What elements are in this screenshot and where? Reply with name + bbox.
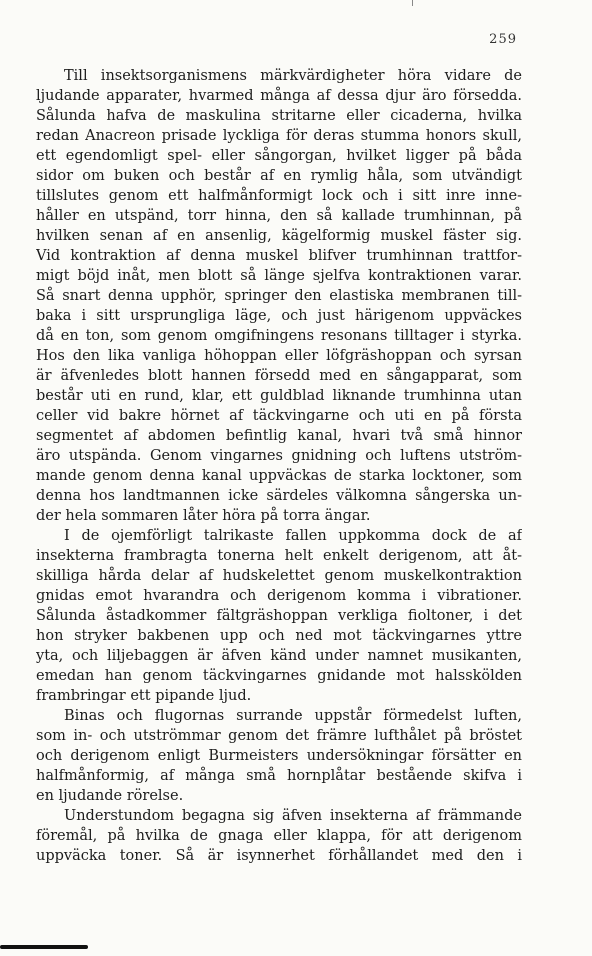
text-line: redan Anacreon prisade lyckliga för deras stumma honors skull, — [36, 128, 522, 144]
text-line: hvilken senan af en ansenlig, kägelformig muskel fäster sig. — [36, 228, 522, 244]
text-line: äro utspända. Genom vingarnes gnidning och luftens utström- — [36, 448, 522, 464]
scan-artifact-bottom — [0, 945, 88, 949]
text-line: segmentet af abdomen befintlig kanal, hvari två små hinnor — [36, 428, 522, 444]
text-line: föremål, på hvilka de gnaga eller klappa, för att derigenom — [36, 828, 522, 844]
text-line: baka i sitt ursprungliga läge, och just härigenom uppväckes — [36, 308, 522, 324]
page-number: 259 — [489, 32, 517, 47]
text-line: frambringar ett pipande ljud. — [36, 688, 252, 704]
text-line: gnidas emot hvarandra och derigenom komma i vibrationer. — [36, 588, 522, 604]
text-line: en ljudande rörelse. — [36, 788, 184, 804]
scan-artifact-top — [412, 0, 413, 6]
text-line: Hos den lika vanliga höhoppan eller löfgräshoppan och syrsan — [36, 348, 522, 364]
text-line: halfmånformig, af många små hornplåtar bestående skifva i — [36, 768, 522, 784]
text-line: som in- och utströmmar genom det främre lufthålet på bröstet — [36, 728, 522, 744]
text-line: Understundom begagna sig äfven insekterna af främmande — [64, 808, 522, 824]
text-line: denna hos landtmannen icke särdeles välkomna sångerska un- — [36, 488, 522, 504]
text-line: ett egendomligt spel- eller sångorgan, hvilket ligger på båda — [36, 148, 522, 164]
text-line: Binas och flugornas surrande uppstår förmedelst luften, — [64, 708, 522, 724]
text-line: och derigenom enligt Burmeisters undersökningar försätter en — [36, 748, 522, 764]
text-line: skilliga hårda delar af hudskelettet genom muskelkontraktion — [36, 568, 522, 584]
text-line: ljudande apparater, hvarmed många af dessa djur äro försedda. — [36, 88, 522, 104]
text-line: I de ojemförligt talrikaste fallen uppkomma dock de af — [64, 528, 522, 544]
text-line: Till insektsorganismens märkvärdigheter höra vidare de — [64, 68, 522, 84]
text-line: då en ton, som genom omgifningens resonans tilltager i styrka. — [36, 328, 522, 344]
text-line: mande genom denna kanal uppväckas de starka locktoner, som — [36, 468, 522, 484]
text-line: Sålunda åstadkommer fältgräshoppan verkliga fioltoner, i det — [36, 608, 522, 624]
text-line: är äfvenledes blott hannen försedd med en sångapparat, som — [36, 368, 522, 384]
text-line: sidor om buken och består af en rymlig håla, som utvändigt — [36, 168, 522, 184]
text-line: insekterna frambragta tonerna helt enkelt derigenom, att åt- — [36, 548, 522, 564]
text-line: består uti en rund, klar, ett guldblad liknande trumhinna utan — [36, 388, 522, 404]
body-text — [36, 66, 522, 866]
text-line: emedan han genom täckvingarnes gnidande mot halsskölden — [36, 668, 522, 684]
text-line: celler vid bakre hörnet af täckvingarne och uti en på första — [36, 408, 522, 424]
text-line: hon stryker bakbenen upp och ned mot täckvingarnes yttre — [36, 628, 522, 644]
text-line: migt böjd inåt, men blott så länge sjelfva kontraktionen varar. — [36, 268, 522, 284]
text-line: yta, och liljebaggen är äfven känd under namnet musikanten, — [36, 648, 522, 664]
text-line: tillslutes genom ett halfmånformigt lock och i sitt inre inne- — [36, 188, 522, 204]
text-line: uppväcka toner. Så är isynnerhet förhållandet med den i — [36, 848, 522, 864]
text-line: Vid kontraktion af denna muskel blifver trumhinnan trattfor- — [36, 248, 522, 264]
text-line: Sålunda hafva de maskulina stritarne eller cicaderna, hvilka — [36, 108, 522, 124]
text-line: Så snart denna upphör, springer den elastiska membranen till- — [36, 288, 522, 304]
text-line: der hela sommaren låter höra på torra ängar. — [36, 508, 371, 524]
text-line: håller en utspänd, torr hinna, den så kallade trumhinnan, på — [36, 208, 522, 224]
